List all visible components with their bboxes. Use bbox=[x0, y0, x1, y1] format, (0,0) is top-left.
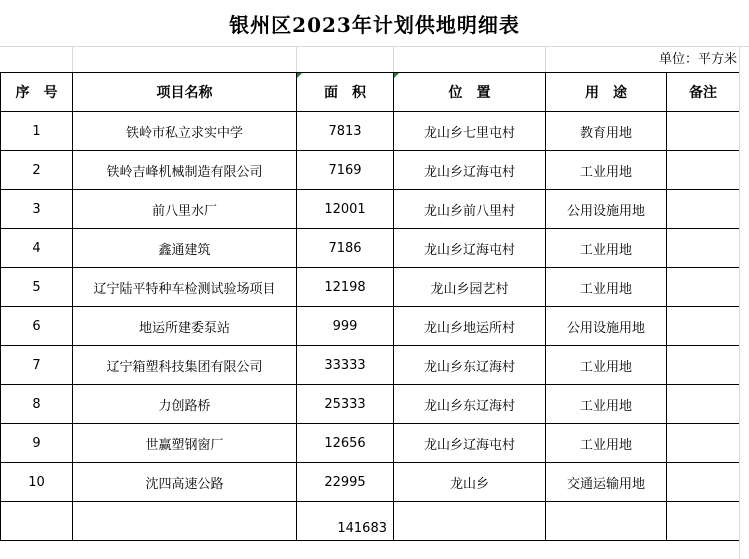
seq-cell[interactable]: 2 bbox=[1, 151, 73, 190]
header-area[interactable]: 面 积 bbox=[297, 73, 394, 112]
remarks-cell[interactable] bbox=[667, 424, 740, 463]
area-cell[interactable]: 25333 bbox=[297, 385, 394, 424]
project-name-cell[interactable]: 鑫通建筑 bbox=[73, 229, 297, 268]
seq-cell[interactable]: 4 bbox=[1, 229, 73, 268]
remarks-cell[interactable] bbox=[667, 112, 740, 151]
seq-cell[interactable]: 5 bbox=[1, 268, 73, 307]
remarks-cell[interactable] bbox=[667, 190, 740, 229]
remarks-cell[interactable] bbox=[667, 151, 740, 190]
project-name-cell[interactable]: 铁岭市私立求实中学 bbox=[73, 112, 297, 151]
area-cell[interactable]: 12001 bbox=[297, 190, 394, 229]
header-seq[interactable]: 序 号 bbox=[1, 73, 73, 112]
remarks-cell[interactable] bbox=[667, 268, 740, 307]
usage-cell[interactable]: 工业用地 bbox=[546, 385, 667, 424]
location-cell[interactable]: 龙山乡辽海屯村 bbox=[394, 424, 546, 463]
usage-cell[interactable]: 公用设施用地 bbox=[546, 190, 667, 229]
comment-marker-icon bbox=[297, 73, 302, 78]
location-cell[interactable]: 龙山乡七里屯村 bbox=[394, 112, 546, 151]
project-name-cell[interactable]: 辽宁箱塑科技集团有限公司 bbox=[73, 346, 297, 385]
usage-cell[interactable]: 工业用地 bbox=[546, 346, 667, 385]
remarks-cell[interactable] bbox=[667, 229, 740, 268]
area-cell[interactable]: 999 bbox=[297, 307, 394, 346]
table-row bbox=[1, 190, 740, 229]
total-remarks-cell[interactable] bbox=[667, 502, 740, 541]
project-name-cell[interactable]: 前八里水厂 bbox=[73, 190, 297, 229]
total-area-cell[interactable] bbox=[297, 502, 394, 541]
project-name-cell[interactable]: 沈四高速公路 bbox=[73, 463, 297, 502]
remarks-cell[interactable] bbox=[667, 346, 740, 385]
usage-cell[interactable]: 工业用地 bbox=[546, 268, 667, 307]
header-remarks[interactable]: 备注 bbox=[667, 73, 740, 112]
usage-cell[interactable]: 交通运输用地 bbox=[546, 463, 667, 502]
location-cell[interactable]: 龙山乡辽海屯村 bbox=[394, 229, 546, 268]
table-row bbox=[1, 463, 740, 502]
unit-row bbox=[0, 46, 749, 73]
location-cell[interactable]: 龙山乡地运所村 bbox=[394, 307, 546, 346]
usage-cell[interactable]: 公用设施用地 bbox=[546, 307, 667, 346]
total-row bbox=[1, 502, 740, 541]
seq-cell[interactable]: 3 bbox=[1, 190, 73, 229]
remarks-cell[interactable] bbox=[667, 463, 740, 502]
header-location[interactable]: 位 置 bbox=[394, 73, 546, 112]
project-name-cell[interactable]: 力创路桥 bbox=[73, 385, 297, 424]
seq-cell[interactable]: 10 bbox=[1, 463, 73, 502]
land-supply-table bbox=[0, 72, 740, 541]
unit-label: 单位：平方米 bbox=[658, 52, 737, 67]
location-cell[interactable]: 龙山乡东辽海村 bbox=[394, 346, 546, 385]
header-row bbox=[1, 73, 740, 112]
total-usage-cell[interactable] bbox=[546, 502, 667, 541]
table-row bbox=[1, 112, 740, 151]
table-title: 银州区2023年计划供地明细表 bbox=[229, 12, 520, 37]
usage-cell[interactable]: 工业用地 bbox=[546, 151, 667, 190]
location-cell[interactable]: 龙山乡前八里村 bbox=[394, 190, 546, 229]
project-name-cell[interactable]: 世赢塑钢窗厂 bbox=[73, 424, 297, 463]
seq-cell[interactable]: 7 bbox=[1, 346, 73, 385]
project-name-cell[interactable]: 辽宁陆平特种车检测试验场项目 bbox=[73, 268, 297, 307]
table-row bbox=[1, 151, 740, 190]
total-area-value: 141683 bbox=[337, 520, 387, 536]
gridline bbox=[393, 47, 394, 73]
table-row bbox=[1, 307, 740, 346]
usage-cell[interactable]: 工业用地 bbox=[546, 229, 667, 268]
location-cell[interactable]: 龙山乡辽海屯村 bbox=[394, 151, 546, 190]
comment-marker-icon bbox=[394, 73, 399, 78]
total-location-cell[interactable] bbox=[394, 502, 546, 541]
area-cell[interactable]: 12198 bbox=[297, 268, 394, 307]
usage-cell[interactable]: 工业用地 bbox=[546, 424, 667, 463]
seq-cell[interactable]: 1 bbox=[1, 112, 73, 151]
gridline bbox=[72, 47, 73, 73]
remarks-cell[interactable] bbox=[667, 307, 740, 346]
remarks-cell[interactable] bbox=[667, 385, 740, 424]
area-cell[interactable]: 12656 bbox=[297, 424, 394, 463]
seq-cell[interactable]: 8 bbox=[1, 385, 73, 424]
next-column-strip bbox=[739, 46, 749, 559]
area-cell[interactable]: 33333 bbox=[297, 346, 394, 385]
header-usage[interactable]: 用 途 bbox=[546, 73, 667, 112]
header-project-name[interactable]: 项目名称 bbox=[73, 73, 297, 112]
area-cell[interactable]: 7169 bbox=[297, 151, 394, 190]
seq-cell[interactable]: 6 bbox=[1, 307, 73, 346]
total-seq-cell[interactable] bbox=[1, 502, 73, 541]
location-cell[interactable]: 龙山乡 bbox=[394, 463, 546, 502]
table-row bbox=[1, 229, 740, 268]
project-name-cell[interactable]: 铁岭吉峰机械制造有限公司 bbox=[73, 151, 297, 190]
gridline bbox=[296, 47, 297, 73]
area-cell[interactable]: 7813 bbox=[297, 112, 394, 151]
area-cell[interactable]: 7186 bbox=[297, 229, 394, 268]
table-row bbox=[1, 385, 740, 424]
seq-cell[interactable]: 9 bbox=[1, 424, 73, 463]
project-name-cell[interactable]: 地运所建委泵站 bbox=[73, 307, 297, 346]
location-cell[interactable]: 龙山乡东辽海村 bbox=[394, 385, 546, 424]
usage-cell[interactable]: 教育用地 bbox=[546, 112, 667, 151]
location-cell[interactable]: 龙山乡园艺村 bbox=[394, 268, 546, 307]
table-row bbox=[1, 346, 740, 385]
table-row bbox=[1, 268, 740, 307]
area-cell[interactable]: 22995 bbox=[297, 463, 394, 502]
table-row bbox=[1, 424, 740, 463]
total-name-cell[interactable] bbox=[73, 502, 297, 541]
gridline bbox=[545, 47, 546, 73]
